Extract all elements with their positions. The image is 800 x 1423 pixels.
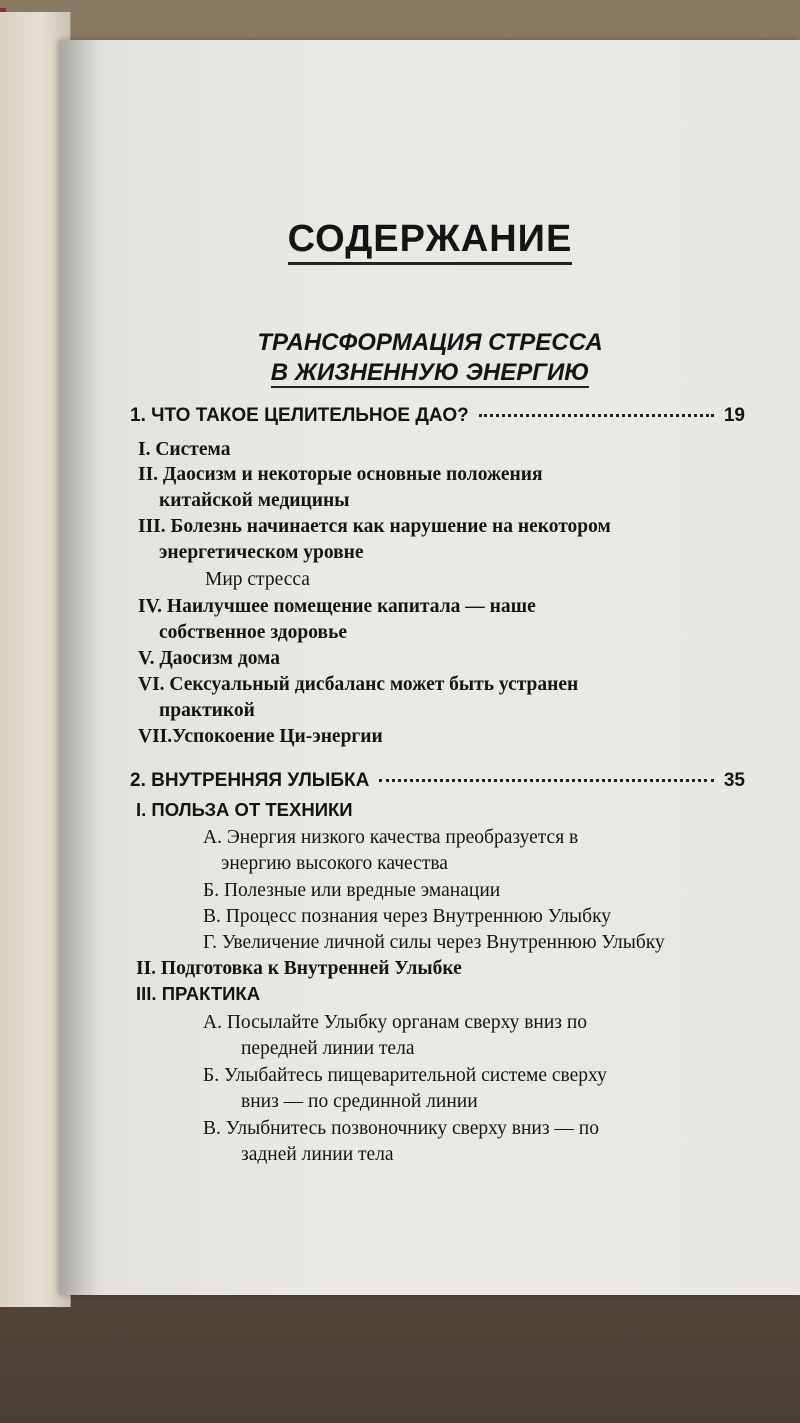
toc-item: III. Болезнь начинается как нарушение на некотором xyxy=(138,516,611,537)
toc-item-continuation: практикой xyxy=(159,700,255,721)
toc-item: VII.Успокоение Ци-энергии xyxy=(138,726,383,747)
toc-subitem: А. Энергия низкого качества преобразуется в xyxy=(203,827,579,848)
toc-item-continuation: китайской медицины xyxy=(159,490,350,511)
toc-item: II. Даосизм и некоторые основные положения xyxy=(138,464,543,485)
section-heading-line-2: В ЖИЗНЕННУЮ ЭНЕРГИЮ xyxy=(270,359,590,386)
toc-subitem-continuation: задней линии тела xyxy=(241,1144,394,1165)
chapter-2-entry xyxy=(130,770,745,792)
toc-item: I. Система xyxy=(138,439,231,460)
chapter-1-entry xyxy=(130,405,745,427)
section-heading xyxy=(60,328,800,388)
toc-item: I. ПОЛЬЗА ОТ ТЕХНИКИ xyxy=(136,799,353,820)
toc-item: V. Даосизм дома xyxy=(138,648,280,669)
toc-subitem: А. Посылайте Улыбку органам сверху вниз по xyxy=(203,1012,588,1033)
toc-item-continuation: энергетическом уровне xyxy=(159,542,364,563)
toc-item-continuation: собственное здоровье xyxy=(159,622,348,643)
table-of-contents xyxy=(60,40,800,1295)
toc-item: IV. Наилучшее помещение капитала — наше xyxy=(138,596,536,617)
leader-dots xyxy=(379,779,713,782)
chapter-1-title: 1. ЧТО ТАКОЕ ЦЕЛИТЕЛЬНОЕ ДАО? xyxy=(130,405,469,426)
toc-subitem-continuation: передней линии тела xyxy=(241,1038,415,1059)
toc-subitem: Г. Увеличение личной силы через Внутреннюю Улыбку xyxy=(203,932,665,953)
toc-subitem: Б. Полезные или вредные эманации xyxy=(203,880,501,901)
toc-subitem: В. Процесс познания через Внутреннюю Улыбку xyxy=(203,906,612,927)
toc-item: II. Подготовка к Внутренней Улыбке xyxy=(136,958,462,979)
toc-item: III. ПРАКТИКА xyxy=(136,983,261,1004)
chapter-2-page: 35 xyxy=(723,770,745,791)
chapter-1-page: 19 xyxy=(723,405,745,426)
page-title: СОДЕРЖАНИЕ xyxy=(60,218,800,261)
toc-subitem: В. Улыбнитесь позвоночнику сверху вниз — по xyxy=(203,1118,599,1139)
toc-subitem: Мир стресса xyxy=(205,569,310,590)
toc-subitem: Б. Улыбайтесь пищеварительной системе сверху xyxy=(203,1065,607,1086)
toc-item: VI. Сексуальный дисбаланс может быть устранен xyxy=(138,674,579,695)
leader-dots xyxy=(479,414,714,417)
chapter-2-title: 2. ВНУТРЕННЯЯ УЛЫБКА xyxy=(130,770,370,791)
toc-subitem-continuation: энергию высокого качества xyxy=(221,853,448,874)
toc-subitem-continuation: вниз — по срединной линии xyxy=(241,1091,478,1112)
section-heading-line-1: ТРАНСФОРМАЦИЯ СТРЕССА xyxy=(257,329,603,356)
book-page xyxy=(60,40,800,1295)
